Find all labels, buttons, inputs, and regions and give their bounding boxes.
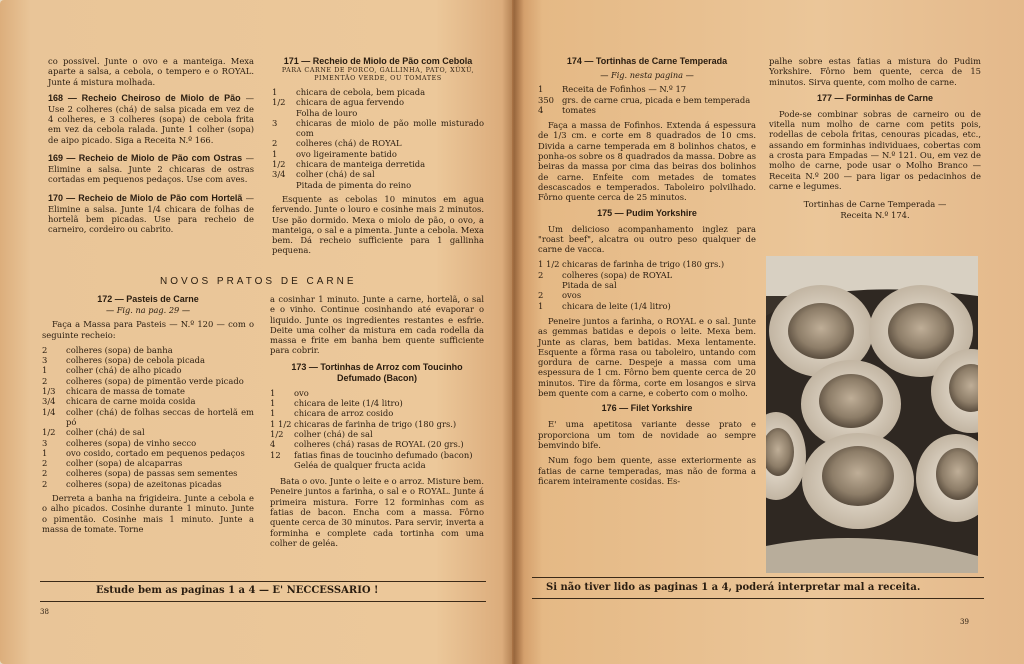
ingredient-quantity: 1 bbox=[42, 365, 48, 376]
ingredient-row bbox=[42, 396, 254, 406]
ingredient-row bbox=[42, 427, 254, 437]
ingredient-row bbox=[272, 138, 484, 148]
ingredient-description: colher (sopa) de alcaparras bbox=[66, 458, 183, 469]
ingredient-quantity: 3/4 bbox=[272, 169, 286, 180]
recipe-172-text: Derreta a banha na frigideira. Junte a cebola e o alho picados. Cosinhe durante 1 minuto. Junte o pimentão. Cosinhe mais 1 minuto. Junte a massa de tomate. Torne bbox=[42, 493, 254, 534]
ingredient-row bbox=[272, 149, 484, 159]
ingredient-quantity: 1/4 bbox=[42, 406, 56, 417]
left-col-4 bbox=[270, 294, 484, 553]
ingredient-row bbox=[42, 448, 254, 458]
ingredient-description: colher (chá) de sal bbox=[296, 169, 375, 180]
recipe-177-text: Pode-se combinar sobras de carneiro ou de vitella num molho de carne com petits pois, rodellas de cebola fritas, cenouras picadas, etc., assando em forminhas individuaes, cobertas com a crosta para Empadas — N.º 121. Ou, em vez de molho de carne, pode usar o Molho Branco — Receita N.º 200 — para ligar os pedacinhos de carne e legumes. bbox=[769, 108, 981, 191]
ingredient-description: chicara de manteiga derretida bbox=[296, 159, 426, 170]
recipe-176-title: 176 — Filet Yorkshire bbox=[601, 403, 693, 414]
left-footer: Estude bem as paginas 1 a 4 — E' NECCESSARIO ! bbox=[96, 585, 379, 596]
recipe-171-title: 171 — Recheio de Miolo de Pão com Cebola bbox=[283, 56, 473, 66]
right-col-1 bbox=[538, 56, 756, 491]
ingredient-row bbox=[538, 95, 756, 105]
ingredient-description: colher (chá) de alho picado bbox=[66, 365, 182, 376]
recipe-171-subtitle: PARA CARNE DE PORCO, GALLINHA, PATO, XÚXÚ, PIMENTÃO VERDE, OU TOMATES bbox=[281, 67, 475, 82]
left-page-number: 38 bbox=[40, 608, 49, 616]
recipe-175-title: 175 — Pudim Yorkshire bbox=[597, 207, 697, 218]
ingredient-quantity: 1/2 bbox=[270, 428, 284, 439]
ingredient-quantity: 3/4 bbox=[42, 396, 56, 407]
ingredient-quantity: 2 bbox=[42, 344, 48, 355]
ingredient-description: colher (chá) de sal bbox=[66, 427, 145, 438]
ingredient-description: colheres (sopa) de pimentão verde picado bbox=[66, 375, 244, 386]
ingredient-description: chicara de cebola, bem picada bbox=[296, 87, 426, 97]
recipe-172-fig: — Fig. na pag. 29 — bbox=[105, 305, 191, 315]
ingredient-row bbox=[272, 159, 484, 169]
ingredient-quantity: 3 bbox=[42, 437, 48, 448]
ingredient-row bbox=[42, 386, 254, 396]
ingredient-description: colheres (sopa) de banha bbox=[66, 344, 173, 355]
right-footer-rule-top bbox=[532, 577, 984, 578]
recipe-175-ingredients bbox=[538, 259, 756, 310]
recipe-173-text: Bata o ovo. Junte o leite e o arroz. Misture bem. Peneire juntos a farinha, o sal e o ROYAL. Junte á primeira mistura. Forre 12 forminhas com as fatias de bacon. Encha com a massa. Fôrno quente cerca de 30 minutos. Para servir, inverta a forminha e complete cada tortinha com uma colher de geléa. bbox=[270, 476, 484, 548]
ingredient-description: colher (chá) de folhas seccas de hortelã em pó bbox=[66, 406, 254, 427]
ingredient-row bbox=[270, 439, 484, 449]
recipe-168-title: 168 — Recheio Cheiroso de Miolo de Pão bbox=[48, 92, 241, 103]
ingredient-row bbox=[270, 398, 484, 408]
ingredient-quantity: 2 bbox=[42, 458, 48, 469]
ingredient-quantity: 2 bbox=[538, 290, 544, 301]
ingredient-quantity: 2 bbox=[42, 468, 48, 479]
ingredient-row bbox=[538, 270, 756, 280]
ingredient-row bbox=[42, 438, 254, 448]
ingredient-row bbox=[42, 468, 254, 478]
ingredient-quantity bbox=[272, 180, 296, 190]
ingredient-quantity: 4 bbox=[270, 439, 276, 450]
ingredient-description: Receita de Fofinhos — N.º 17 bbox=[562, 84, 687, 95]
recipe-174-title: 174 — Tortinhas de Carne Temperada bbox=[566, 56, 728, 66]
recipe-172-title: 172 — Pasteis de Carne bbox=[97, 294, 199, 304]
recipe-176-text-1: E' uma apetitosa variante desse prato e proporciona um tom de novidade ao sempre bemvindo bife. bbox=[538, 419, 756, 450]
recipe-170-text: — Elimine a salsa. Junte 1/4 chicara de folhas de hortelã bem picadas. Use para recheio de carneiro, cordeiro ou cabrito. bbox=[48, 192, 254, 235]
ingredient-quantity: 3 bbox=[42, 355, 48, 366]
recipe-171-text: Esquente as cebolas 10 minutos em agua fervendo. Junte o louro e cosinhe mais 2 minutos. Use pão dormido. Mexa o miolo de pão, o ovo, a manteiga, o sal e a pimenta. Junte a cebola. Mexa bem. Dá recheio sufficiente para 1 gallinha pequena. bbox=[272, 193, 484, 256]
ingredient-description: Folha de louro bbox=[296, 107, 358, 118]
ingredient-description: chicara de arroz cosido bbox=[294, 408, 394, 419]
ingredient-description: tomates bbox=[562, 104, 596, 115]
ingredient-description: chicaras de farinha de trigo (180 grs.) bbox=[562, 259, 725, 270]
ingredient-description: colher (chá) de sal bbox=[294, 428, 373, 439]
ingredient-row bbox=[538, 105, 756, 115]
ingredient-description: colheres (sopa) de cebola picada bbox=[66, 355, 206, 366]
left-col-2 bbox=[272, 56, 484, 261]
ingredient-description: colheres (chá) rasas de ROYAL (20 grs.) bbox=[294, 439, 464, 450]
recipe-175-text: Peneire juntos a farinha, o ROYAL e o sal. Junte as gemmas batidas e depois o leite. Mexa bem. Junte as claras, bem batidas. Mexa lentamente. Esquente a fôrma rasa ou taboleiro, untando com gordura de carne. Despeje a massa com uma espessura de 1 cm. Fôrno bem quente cerca de 20 minutos. Tire da fôrma, corte em losangos e sirva bem quente com a carne, e coberto com o molho. bbox=[538, 315, 756, 399]
recipe-177-title: 177 — Forminhas de Carne bbox=[816, 92, 934, 103]
ingredient-row bbox=[538, 301, 756, 311]
ingredient-quantity: 1/2 bbox=[272, 97, 286, 108]
ingredient-row bbox=[270, 408, 484, 418]
ingredient-row bbox=[272, 169, 484, 179]
left-footer-rule-top bbox=[40, 581, 486, 582]
ingredient-description: ovo bbox=[294, 387, 309, 398]
recipe-170-title: 170 — Recheio de Miolo de Pão com Hortelã bbox=[48, 192, 243, 203]
ingredient-row bbox=[42, 407, 254, 428]
recipe-172-intro: Faça a Massa para Pasteis — N.º 120 — com o seguinte recheio: bbox=[42, 319, 254, 340]
right-col-2 bbox=[769, 56, 981, 220]
ingredient-quantity: 3 bbox=[272, 117, 278, 128]
ingredient-description: chicara de leite (1/4 litro) bbox=[562, 300, 671, 311]
tortinhas-photo bbox=[766, 256, 978, 573]
left-footer-rule-bottom bbox=[40, 601, 486, 602]
recipe-174-fig: — Fig. nesta pagina — bbox=[600, 70, 694, 80]
ingredient-row bbox=[42, 365, 254, 375]
ingredient-row bbox=[270, 450, 484, 460]
ingredient-row bbox=[538, 84, 756, 94]
ingredient-quantity: 1/2 bbox=[272, 159, 286, 170]
ingredient-row bbox=[270, 419, 484, 429]
ingredient-description: chicaras de miolo de pão molle misturado com bbox=[296, 117, 484, 139]
ingredient-quantity: 1 bbox=[538, 300, 544, 311]
recipe-172-ingredients bbox=[42, 345, 254, 489]
photo-caption: Tortinhas de Carne Temperada — Receita N.º 174. bbox=[803, 199, 947, 220]
ingredient-row bbox=[272, 87, 484, 97]
recipe-169-text: — Elimine a salsa. Junte 2 chicaras de ostras cortadas em pequenos pedaços. Use com aves. bbox=[48, 153, 254, 185]
ingredient-description: grs. de carne crua, picada e bem temperada bbox=[562, 94, 751, 105]
pastry-5 bbox=[802, 433, 914, 529]
recipe-173-ingredients bbox=[270, 388, 484, 470]
ingredient-quantity: 1 1/2 bbox=[270, 418, 292, 429]
intro-text: co possivel. Junte o ovo e a manteiga. Mexa aparte a salsa, a cebola, o tempero e o ROYAL. Junte á mistura molhada. bbox=[48, 56, 254, 87]
ingredient-row bbox=[272, 108, 484, 118]
ingredient-description: colheres (sopa) de passas sem sementes bbox=[66, 468, 238, 479]
tortinhas-photo-drawing bbox=[766, 256, 978, 573]
ingredient-description: Pitada de pimenta do reino bbox=[296, 179, 412, 190]
ingredient-row bbox=[538, 259, 756, 269]
ingredient-row bbox=[42, 458, 254, 468]
ingredient-quantity: 350 bbox=[538, 94, 554, 105]
ingredient-quantity: 2 bbox=[538, 269, 544, 280]
ingredient-description: colheres (sopa) de ROYAL bbox=[562, 269, 673, 280]
ingredient-row bbox=[272, 97, 484, 107]
recipe-169-title: 169 — Recheio de Miolo de Pão com Ostras bbox=[48, 153, 243, 164]
recipe-174-ingredients bbox=[538, 84, 756, 115]
recipe-171-ingredients bbox=[272, 87, 484, 190]
ingredient-description: ovo ligeiramente batido bbox=[296, 148, 397, 159]
ingredient-quantity: 1 bbox=[270, 408, 276, 419]
ingredient-quantity: 1/3 bbox=[42, 386, 56, 397]
right-footer: Si não tiver lido as paginas 1 a 4, poderá interpretar mal a receita. bbox=[546, 582, 921, 593]
ingredient-row bbox=[538, 280, 756, 290]
ingredient-description: fatias finas de toucinho defumado (bacon) bbox=[294, 449, 473, 460]
ingredient-row bbox=[272, 118, 484, 139]
ingredient-quantity: 1 bbox=[42, 447, 48, 458]
ingredient-row bbox=[42, 479, 254, 489]
ingredient-quantity: 2 bbox=[42, 478, 48, 489]
ingredient-quantity: 1 bbox=[272, 148, 278, 159]
ingredient-row bbox=[538, 290, 756, 300]
ingredient-quantity: 1 bbox=[538, 84, 544, 95]
ingredient-quantity bbox=[270, 460, 294, 470]
ingredient-description: Pitada de sal bbox=[562, 280, 617, 291]
ingredient-quantity: 1 bbox=[270, 387, 276, 398]
ingredient-row bbox=[42, 376, 254, 386]
ingredient-row bbox=[270, 429, 484, 439]
left-col-1 bbox=[48, 56, 254, 235]
ingredient-description: chicara de agua fervendo bbox=[296, 97, 405, 108]
ingredient-description: Geléa de qualquer fructa acida bbox=[294, 459, 426, 470]
recipe-173-title: 173 — Tortinhas de Arroz com Toucinho Defumado (Bacon) bbox=[291, 361, 463, 383]
section-title: NOVOS PRATOS DE CARNE bbox=[160, 276, 357, 287]
ingredient-description: chicara de leite (1/4 litro) bbox=[294, 398, 403, 409]
recipe-175-intro: Um delicioso acompanhamento inglez para "roast beef", alcatra ou outro peso qualquer de carne de vacca. bbox=[538, 223, 756, 255]
ingredient-quantity: 12 bbox=[270, 449, 281, 460]
ingredient-quantity: 4 bbox=[538, 104, 544, 115]
ingredient-description: chicara de carne moida cosida bbox=[66, 396, 196, 407]
ingredient-description: chicara de massa de tomate bbox=[66, 386, 185, 397]
recipe-172-continued: a cosinhar 1 minuto. Junte a carne, hortelã, o sal e o vinho. Continue cosinhando até evaporar o liquido. Junte os ingredientes restantes e esfrie. Deite uma colher da mistura em cada rodella da massa e frite em banha bem quente sufficiente para cobrir. bbox=[270, 294, 484, 356]
right-page-number: 39 bbox=[960, 618, 969, 626]
recipe-168-text: — Use 2 colheres (chá) de salsa picada em vez de 4 colheres, e 3 colheres (sopa) de cebola frita em vez da cebola ralada. Junte 1 colher (sopa) de aipo picado. Siga a Receita N.º 166. bbox=[48, 92, 254, 145]
left-col-3 bbox=[42, 294, 254, 539]
ingredient-description: ovo cosido, cortado em pequenos pedaços bbox=[66, 447, 245, 458]
ingredient-row bbox=[272, 180, 484, 190]
ingredient-row bbox=[270, 388, 484, 398]
right-footer-rule-bottom bbox=[532, 598, 984, 599]
ingredient-quantity bbox=[272, 108, 296, 118]
ingredient-row bbox=[42, 345, 254, 355]
ingredient-description: ovos bbox=[562, 290, 582, 301]
recipe-174-text: Faça a massa de Fofinhos. Extenda á espessura de 1/3 cm. e corte em 8 quadrados de 10 cms. Divida a carne temperada em 8 bolinhos chatos, e ponha-os sobre os 8 quadrados da massa. Dobre as beiras da massa por cima das beiras dos bolinhos de carne. Enfeite com metades de tomates descascados e temperados. Taboleiro polvilhado. Fôrno quente cerca de 25 minutos. bbox=[538, 120, 756, 203]
book-gutter bbox=[502, 0, 524, 664]
ingredient-description: chicaras de farinha de trigo (180 grs.) bbox=[294, 418, 457, 429]
ingredient-row bbox=[42, 355, 254, 365]
ingredient-quantity bbox=[538, 280, 562, 290]
ingredient-quantity: 2 bbox=[42, 375, 48, 386]
ingredient-quantity: 1/2 bbox=[42, 427, 56, 438]
ingredient-description: colheres (sopa) de vinho secco bbox=[66, 437, 197, 448]
ingredient-quantity: 2 bbox=[272, 138, 278, 149]
ingredient-quantity: 1 bbox=[272, 87, 278, 97]
ingredient-row bbox=[270, 460, 484, 470]
ingredient-description: colheres (chá) de ROYAL bbox=[296, 138, 402, 149]
ingredient-quantity: 1 bbox=[270, 398, 276, 409]
recipe-176-text-2: Num fogo bem quente, asse exteriormente as fatias de carne temperadas, mas não de forma a ficarem inteiramente cosidas. Es- bbox=[538, 455, 756, 486]
recipe-176-continued: palhe sobre estas fatias a mistura do Pudim Yorkshire. Fôrno bem quente, cerca de 15 minutos. Sirva quente, com molho de carne. bbox=[769, 56, 981, 87]
ingredient-quantity: 1 1/2 bbox=[538, 259, 560, 270]
ingredient-description: colheres (sopa) de azeitonas picadas bbox=[66, 478, 222, 489]
